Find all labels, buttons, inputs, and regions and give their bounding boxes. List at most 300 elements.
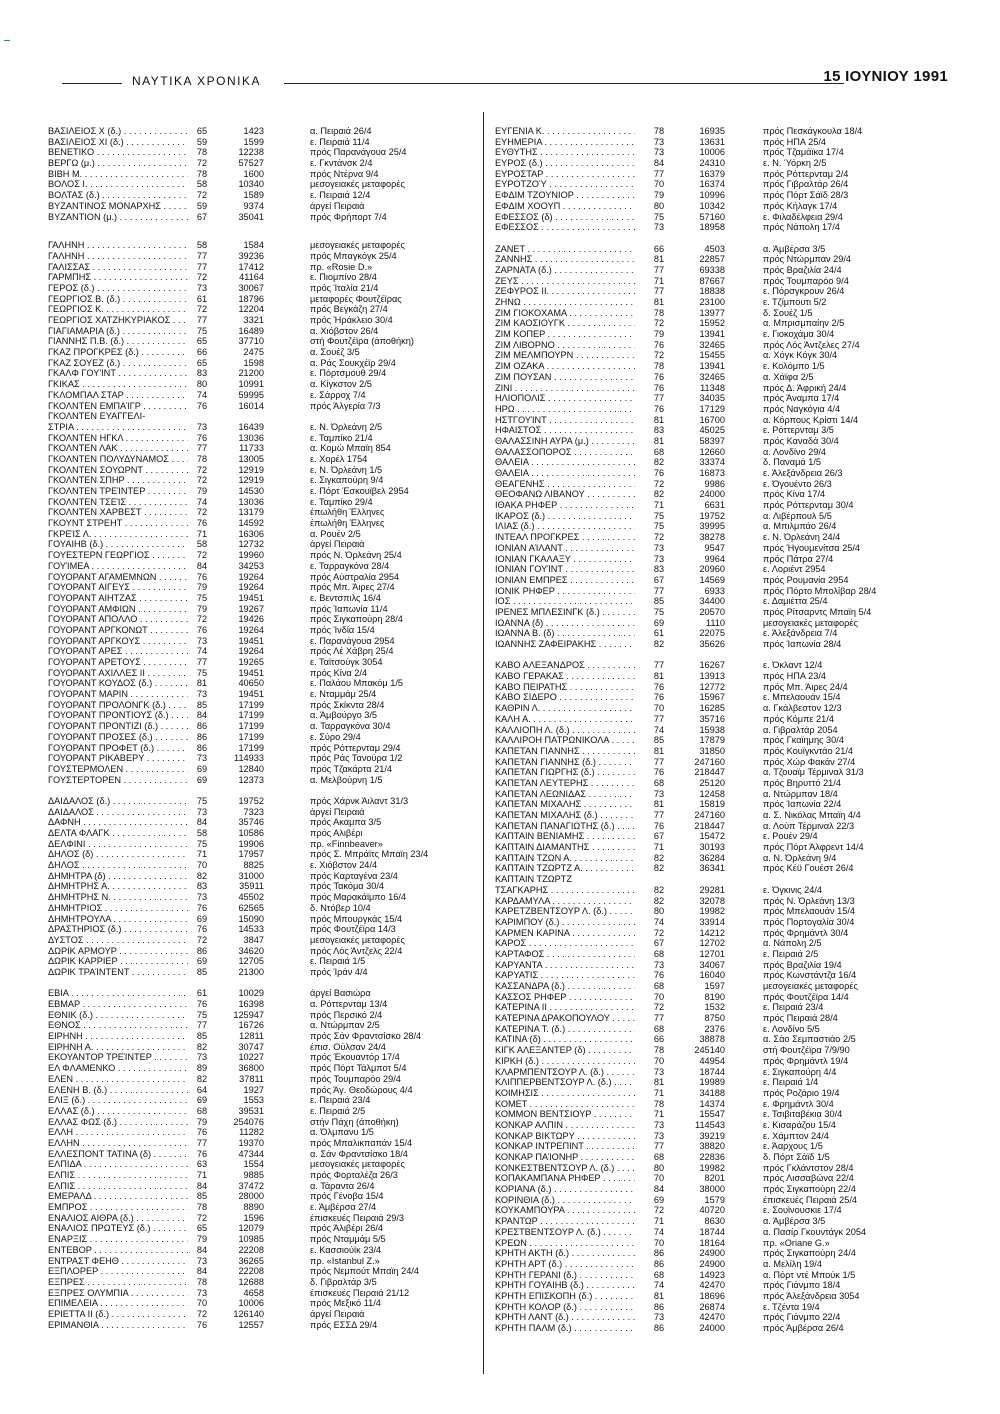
build-year: 76 xyxy=(653,403,665,414)
tonnage: 12772 xyxy=(699,681,725,692)
ship-name: ΕΛΠΙΔΑ . . . xyxy=(48,1159,188,1170)
ship-row xyxy=(495,1184,965,1195)
status: άργεί Πειραιά xyxy=(310,806,365,817)
ship-row xyxy=(495,735,965,746)
ship-name: ΙΛΙΑΣ (δ.) . . . xyxy=(495,521,635,532)
status: ε. Ρόττερνταμ 3/5 xyxy=(763,425,834,436)
status: α. Άμβούργο 3/5 xyxy=(310,710,378,721)
status: πρός Σιγκαπούρη 28/4 xyxy=(310,614,403,625)
ship-row xyxy=(495,1270,965,1281)
ship-name: ΒΑΣΙΛΕΙΟΣ Χ (δ.) . . . xyxy=(48,126,188,137)
status: άργεί Βασιώρα xyxy=(310,988,371,999)
build-year: 72 xyxy=(196,272,208,283)
build-year: 75 xyxy=(196,838,208,849)
tonnage: 19264 xyxy=(238,571,264,582)
tonnage: 10985 xyxy=(238,1234,264,1245)
ship-name: ΙΟΝΙΑΝ ΓΚΑΛΑΞΥ . . . xyxy=(495,554,635,565)
ship-row xyxy=(48,999,483,1010)
ship-row xyxy=(48,1181,483,1192)
status: άργεί Πειραιά xyxy=(310,1308,365,1319)
ship-row xyxy=(495,468,965,479)
ship-row xyxy=(495,1216,965,1227)
ship-name: ΔΕΛΦΙΝΙ . . . xyxy=(48,839,188,850)
tonnage: 12840 xyxy=(238,763,264,774)
tonnage: 10029 xyxy=(238,988,264,999)
tonnage: 15967 xyxy=(699,692,725,703)
tonnage: 22208 xyxy=(238,1266,264,1277)
status: ε. Βεντσπιλς 16/4 xyxy=(310,592,381,603)
tonnage: 14530 xyxy=(238,486,264,496)
status: πρός Κίνα 17/4 xyxy=(763,489,826,500)
ship-row xyxy=(495,714,965,725)
status: ε. Ν. Όρλεάνη 2/5 xyxy=(310,421,383,432)
tonnage: 21300 xyxy=(238,966,264,977)
tonnage: 18744 xyxy=(699,1066,725,1077)
status: α. Κόρπους Κρίστι 14/4 xyxy=(763,414,859,425)
build-year: 82 xyxy=(653,863,665,874)
status: πρός Αύστραλία 2954 xyxy=(310,571,400,582)
ship-row xyxy=(48,1127,483,1138)
build-year: 61 xyxy=(196,988,208,999)
ship-name: ΓΟΥΊΜΕΑ . . . xyxy=(48,561,188,572)
status: ε. Πόρτσμουθ 29/4 xyxy=(310,368,387,379)
status: α. Άμβέρσα 3/5 xyxy=(763,1216,826,1227)
status: πρός Νάπολη 17/4 xyxy=(763,222,840,233)
status: πρός Μπουργκάς 15/4 xyxy=(310,913,403,924)
build-year: 59 xyxy=(196,200,208,211)
tonnage: 32465 xyxy=(699,371,725,382)
tonnage: 16935 xyxy=(699,126,725,136)
status: πρός Ροζάριο 19/4 xyxy=(763,1087,840,1098)
ship-name: ΚΟΝΚΑΡ ΑΛΠΙΝ . . . xyxy=(495,1120,635,1131)
build-year: 75 xyxy=(653,510,665,521)
build-year: 58 xyxy=(196,828,208,838)
ship-row xyxy=(495,1195,965,1206)
tonnage: 13036 xyxy=(238,496,264,507)
tonnage: 23100 xyxy=(699,297,725,307)
ship-name: ΔΑΦΝΗ . . . xyxy=(48,817,188,828)
build-year: 85 xyxy=(196,1191,208,1202)
ship-name: ΚΑΠΕΤΑΝ ΓΙΑΝΝΗΣ (δ.) . . . xyxy=(495,757,635,768)
status: πρός Παρανάγουα 25/4 xyxy=(310,147,407,158)
ship-row xyxy=(495,137,965,148)
status: ε. Δαμιέττα 25/4 xyxy=(763,596,828,607)
ship-name: ΕΛΙΞ (δ.) . . . xyxy=(48,1095,188,1106)
ship-row xyxy=(495,682,965,693)
tonnage: 1600 xyxy=(243,168,264,179)
tonnage: 247160 xyxy=(694,810,725,820)
build-year: 72 xyxy=(196,475,208,486)
build-year: 72 xyxy=(653,1205,665,1216)
build-year: 70 xyxy=(653,1055,665,1066)
tonnage: 45502 xyxy=(238,892,264,903)
ship-row xyxy=(48,1095,483,1106)
ship-name: ΓΟΥΟΡΑΝΤ ΠΡΟΝΤΙΟΥΣ (δ.) . . . xyxy=(48,710,188,721)
ship-group xyxy=(48,240,483,785)
ship-row xyxy=(48,636,483,647)
ship-name: ΓΙΑΓΙΑΜΑΡΙΑ (δ.) . . . xyxy=(48,326,188,337)
tonnage: 28000 xyxy=(238,1191,264,1202)
ship-row xyxy=(48,1213,483,1224)
tonnage: 12204 xyxy=(238,304,264,315)
status: πρός Βραζιλία 24/4 xyxy=(763,264,842,275)
ship-name: ΖΑΡΝΑΤΑ (δ.) . . . xyxy=(495,265,635,276)
build-year: 82 xyxy=(196,1041,208,1052)
ship-name: ΚΑΛΛΙΡΟΗ ΠΑΤΡΩΝΙΚΟΛΑ . . . xyxy=(495,735,635,746)
ship-row xyxy=(48,379,483,390)
ship-name: ΚΙΓΚ ΑΛΕΞΑΝΤΕΡ (δ) . . . xyxy=(495,1045,635,1056)
ship-name: ΖΙΜ ΟΖΑΚΑ . . . xyxy=(495,361,635,372)
build-year: 66 xyxy=(196,347,208,358)
tonnage: 31000 xyxy=(238,870,264,881)
ship-row xyxy=(495,778,965,789)
tonnage: 16489 xyxy=(238,325,264,336)
status: πρός Ντέρνα 9/4 xyxy=(310,168,379,179)
status: πρός Μεξικό 11/4 xyxy=(310,1298,381,1309)
tonnage: 20570 xyxy=(699,606,725,617)
status: πρός Ακαμπα 3/5 xyxy=(310,817,382,828)
ship-name: ΚΑΠΤΑΙΝ ΔΙΑΜΑΝΤΗΣ . . . xyxy=(495,842,635,853)
ship-row xyxy=(48,201,483,212)
status: πρός Βεγκάζη 27/4 xyxy=(310,304,388,315)
status: πρός Λέ Χάβρη 25/4 xyxy=(310,646,394,657)
build-year: 69 xyxy=(196,774,208,785)
ship-row xyxy=(48,678,483,689)
page-header xyxy=(62,68,948,98)
ship-name: ΚΑΠΕΤΑΝ ΜΙΧΑΛΗΣ (δ.) . . . xyxy=(495,810,635,821)
ship-row xyxy=(48,700,483,711)
status: πρός Σκίκντα 28/4 xyxy=(310,699,385,710)
build-year: 68 xyxy=(653,446,665,457)
ship-row xyxy=(495,917,965,928)
tonnage: 19264 xyxy=(238,646,264,657)
tonnage: 39219 xyxy=(699,1130,725,1141)
status: πρός Φρημάντλ 19/4 xyxy=(763,1055,849,1066)
ship-name: ΙΚΑΡΟΣ (δ.) . . . xyxy=(495,511,635,522)
ship-name: ΚΡΑΝΤΩΡ . . . xyxy=(495,1216,635,1227)
ship-group xyxy=(495,126,965,233)
left-column xyxy=(48,126,483,1341)
ship-row xyxy=(495,575,965,586)
ship-row xyxy=(48,358,483,369)
status: πρός Πεσκάγκουλα 18/4 xyxy=(763,126,863,136)
ship-name: ΚΑΠΤΑΙΝ ΤΖΩΡΤΖ xyxy=(495,874,572,885)
ship-name: ΕΝΑΛΙΟΣ ΑΙΘΡΑ (δ.) . . . xyxy=(48,1213,188,1224)
ship-name: ΒΥΖΑΝΤΙΟΝ (μ.) . . . xyxy=(48,212,188,223)
ship-name: ΚΑΡΥΑΤΙΣ . . . xyxy=(495,970,635,981)
build-year: 85 xyxy=(196,966,208,977)
build-year: 78 xyxy=(653,1045,665,1056)
status: πρός Ρόττερνταμ 30/4 xyxy=(763,500,854,511)
ship-row xyxy=(495,1024,965,1035)
ship-name: ΓΟΥΟΡΑΝΤ ΑΙΗΤΖΑΣ . . . xyxy=(48,593,188,604)
status: έπωλήθη Έλληνες xyxy=(310,518,385,529)
ship-name: ΓΟΥΟΡΑΝΤ ΑΡΓΚΟΝΩΤ . . . xyxy=(48,625,188,636)
tonnage: 10340 xyxy=(238,179,264,190)
ship-name: ΔΕΛΤΑ ΦΛΑΓΚ . . . xyxy=(48,828,188,839)
build-year: 84 xyxy=(196,710,208,721)
status: ε. Πειραιά 23/4 xyxy=(310,1095,371,1106)
ship-row xyxy=(495,896,965,907)
ship-row xyxy=(495,254,965,265)
build-year: 75 xyxy=(653,521,665,532)
status: α. Ντώρμπαν 18/4 xyxy=(763,788,838,799)
build-year: 77 xyxy=(653,1013,665,1024)
tonnage: 16439 xyxy=(238,421,264,432)
ship-name: ΚΑΒΟ ΣΙΔΕΡΟ . . . xyxy=(495,692,635,703)
ship-name: ΔΑΙΔΑΛΟΣ (δ.) . . . xyxy=(48,796,188,807)
ship-row xyxy=(48,1223,483,1234)
build-year: 86 xyxy=(196,721,208,732)
tonnage: 35626 xyxy=(699,639,725,649)
ship-name: ΙΩΑΝΝΗΣ ΖΑΦΕΙΡΑΚΗΣ . . . xyxy=(495,639,635,650)
ship-name: ΓΚΟΛΝΤΕΝ ΤΣΕΊΣ . . . xyxy=(48,497,188,508)
tonnage: 36800 xyxy=(238,1063,264,1074)
ship-row xyxy=(48,1245,483,1256)
tonnage: 4658 xyxy=(243,1287,264,1298)
ship-name: ΓΟΥΟΡΑΝΤ ΑΡΕΣ . . . xyxy=(48,646,188,657)
ship-row xyxy=(495,500,965,511)
ship-name: ΚΑΤΕΡΙΝΑ Τ. (δ.) . . . xyxy=(495,1024,635,1035)
ship-name: ΚΟΙΜΗΣΙΣ . . . xyxy=(495,1088,635,1099)
status: πρ. «Finnbeaver» xyxy=(310,838,383,849)
tonnage: 1423 xyxy=(243,126,264,136)
ship-row xyxy=(495,1109,965,1120)
tonnage: 33374 xyxy=(699,457,725,468)
status: δ. Γιβραλτάρ 3/5 xyxy=(310,1276,377,1287)
tonnage: 13977 xyxy=(699,307,725,318)
ship-row xyxy=(48,347,483,358)
build-year: 81 xyxy=(653,254,665,265)
ship-row xyxy=(495,1056,965,1067)
tonnage: 19264 xyxy=(238,624,264,635)
build-year: 64 xyxy=(196,1084,208,1095)
build-year: 78 xyxy=(653,361,665,372)
ship-name: ΖΗΝΩ . . . xyxy=(495,297,635,308)
ship-name: ΓΚΟΛΝΤΕΝ ΧΑΡΒΕΣΤ . . . xyxy=(48,507,188,518)
build-year: 67 xyxy=(196,211,208,222)
tonnage: 16379 xyxy=(699,168,725,179)
ship-row xyxy=(48,849,483,860)
ship-name: ΔΑΙΔΑΛΟΣ . . . xyxy=(48,807,188,818)
ship-row xyxy=(495,318,965,329)
build-year: 74 xyxy=(196,389,208,400)
ship-name: ΚΑΒΟ ΑΛΕΞΑΝΔΡΟΣ . . . xyxy=(495,660,635,671)
tonnage: 17199 xyxy=(238,710,264,721)
tonnage: 1579 xyxy=(704,1194,725,1205)
status: πρός Μπαγκόγκ 25/4 xyxy=(310,250,397,261)
tonnage: 19451 xyxy=(238,635,264,646)
tonnage: 35716 xyxy=(699,713,725,724)
ship-row xyxy=(495,222,965,233)
status: δ. Πόρτ Σάϊδ 1/5 xyxy=(763,1152,830,1162)
status: πρός Μαρακάϊμπο 16/4 xyxy=(310,892,407,903)
ship-name: ΚΡΗΤΗ ΛΑΝΤ (δ.) . . . xyxy=(495,1312,635,1323)
build-year: 69 xyxy=(196,913,208,924)
status: πρός Ναγκόγια 4/4 xyxy=(763,403,841,414)
tonnage: 41164 xyxy=(239,272,264,283)
build-year: 81 xyxy=(653,745,665,756)
ship-row xyxy=(495,607,965,618)
ship-row xyxy=(495,169,965,180)
ship-row xyxy=(495,1291,965,1302)
status: μεσογειακές μεταφορές xyxy=(310,934,405,945)
status: πρός Ίαπωνία 11/4 xyxy=(310,603,388,614)
ship-row xyxy=(48,454,483,465)
ship-row xyxy=(495,1141,965,1152)
ship-row xyxy=(48,582,483,593)
status: ε. Γκντάνσκ 2/4 xyxy=(310,158,373,169)
tonnage: 3847 xyxy=(243,934,264,945)
ship-name: ΔΡΑΣΤΗΡΙΟΣ (δ.) . . . xyxy=(48,924,188,935)
build-year: 83 xyxy=(653,425,665,436)
ship-row xyxy=(48,860,483,871)
status: πρός Ράς Τανούρα 1/2 xyxy=(310,753,403,764)
build-year: 81 xyxy=(653,799,665,810)
issue-date: 15 ΙΟΥΝΙΟΥ 1991 xyxy=(823,68,948,85)
tonnage: 8750 xyxy=(704,1013,725,1024)
ship-name: ΙΘΑΚΑ ΡΗΦΕΡ . . . xyxy=(495,500,635,511)
ship-name: ΕΞΠΡΕΣ . . . xyxy=(48,1277,188,1288)
status: μεσογειακές μεταφορές xyxy=(310,1159,405,1170)
build-year: 69 xyxy=(196,1095,208,1106)
build-year: 82 xyxy=(653,457,665,468)
build-year: 81 xyxy=(653,1077,665,1088)
status: πρός Άναμπα 17/4 xyxy=(763,393,840,404)
ship-row xyxy=(495,415,965,426)
publication-title: ΝΑΥΤΙΚΑ ΧΡΟΝΙΚΑ xyxy=(132,74,261,88)
tonnage: 10006 xyxy=(699,147,725,158)
status: πρός Ίαπωνία 28/4 xyxy=(763,639,842,649)
build-year: 72 xyxy=(653,478,665,489)
tonnage: 8201 xyxy=(704,1173,725,1184)
status: μεσογειακές μεταφορές xyxy=(310,179,405,190)
tonnage: 16014 xyxy=(238,400,264,411)
ship-row xyxy=(495,329,965,340)
ship-name: ΖΑΝΕΤ . . . xyxy=(495,244,635,255)
ship-row xyxy=(495,831,965,842)
build-year: 70 xyxy=(653,179,665,190)
tonnage: 9374 xyxy=(243,200,264,211)
status: πρός Άμβέρσα 26/4 xyxy=(763,1323,844,1333)
build-year: 65 xyxy=(196,126,208,136)
tonnage: 17199 xyxy=(238,731,264,742)
status: ε. Κασσιούϊκ 23/4 xyxy=(310,1244,382,1255)
ship-name: ΓΟΥΟΡΑΝΤ ΑΡΕΤΟΥΣ . . . xyxy=(48,657,188,668)
build-year: 75 xyxy=(196,325,208,336)
tonnage: 35911 xyxy=(239,881,264,892)
build-year: 76 xyxy=(196,902,208,913)
ship-row xyxy=(48,1170,483,1181)
build-year: 69 xyxy=(196,956,208,967)
ship-name: ΕΒΙΑ . . . xyxy=(48,988,188,999)
ship-row xyxy=(495,885,965,896)
tonnage: 22208 xyxy=(238,1244,264,1255)
build-year: 81 xyxy=(196,678,208,689)
ship-row xyxy=(495,393,965,404)
tonnage: 38000 xyxy=(699,1184,725,1195)
ship-name: ΓΟΥΟΡΑΝΤ ΑΓΑΜΕΜΝΩΝ . . . xyxy=(48,572,188,583)
ship-row xyxy=(495,1323,965,1334)
tonnage: 1110 xyxy=(705,617,725,628)
tonnage: 34400 xyxy=(699,596,725,607)
ship-name: ΔΗΜΗΤΡΟΥΛΑ . . . xyxy=(48,914,188,925)
status: ε. Ν. Όρλεάνη 24/4 xyxy=(763,532,841,543)
ship-name: ΚΑΡΥΑΝΤΑ . . . xyxy=(495,960,635,971)
ship-row xyxy=(495,1312,965,1323)
status: α. Μπιλμπάο 26/4 xyxy=(763,521,837,532)
status: μεσογειακές μεταφορές xyxy=(763,981,858,991)
ship-name: ΚΑΠΤΑΙΝ ΒΕΝΙΑΜΗΣ . . . xyxy=(495,831,635,842)
ship-row xyxy=(48,839,483,850)
status: α. Ντώρμπαν 2/5 xyxy=(310,1020,380,1031)
ship-name: ΒΟΛΤΑΣ (δ.) . . . xyxy=(48,190,188,201)
tonnage: 19264 xyxy=(238,582,264,593)
status: μεταφορές Φουτζέϊρας xyxy=(310,293,402,304)
tonnage: 17412 xyxy=(238,261,264,272)
tonnage: 10227 xyxy=(238,1052,264,1063)
build-year: 73 xyxy=(196,806,208,817)
status: ε. Άλεξάνδρεια 7/4 xyxy=(763,628,838,639)
tonnage: 12811 xyxy=(239,1031,264,1042)
build-year: 79 xyxy=(653,190,665,201)
ship-row xyxy=(495,554,965,565)
build-year: 78 xyxy=(196,168,208,179)
build-year: 78 xyxy=(196,1276,208,1287)
ship-row xyxy=(48,518,483,529)
build-year: 72 xyxy=(653,350,665,361)
status: ε. Λοριέντ 2954 xyxy=(763,564,826,575)
ship-row xyxy=(495,564,965,575)
tonnage: 24000 xyxy=(699,489,725,500)
tonnage: 18164 xyxy=(699,1237,725,1248)
tonnage: 22075 xyxy=(699,628,725,639)
status: πρός Έκουαντόρ 17/4 xyxy=(310,1052,400,1063)
build-year: 86 xyxy=(653,1248,665,1259)
ship-row xyxy=(48,903,483,914)
status: πρός Ίνδία 15/4 xyxy=(310,624,375,635)
ship-row xyxy=(48,881,483,892)
ship-name: ΚΟΥΚΑΜΠΟΥΡΑ . . . xyxy=(495,1205,635,1216)
ship-row xyxy=(48,743,483,754)
build-year: 76 xyxy=(196,432,208,443)
ship-name: ΖΙΜ ΛΙΒΟΡΝΟ . . . xyxy=(495,340,635,351)
tonnage: 35041 xyxy=(238,211,264,222)
ship-name: ΒΟΛΟΣ Ι. . . . xyxy=(48,179,188,190)
ship-row xyxy=(48,1042,483,1053)
ship-name: ΔΩΡΙΚ ΚΑΡΡΙΕΡ . . . xyxy=(48,956,188,967)
ship-row xyxy=(48,1256,483,1267)
ship-row xyxy=(495,1045,965,1056)
ship-row xyxy=(48,646,483,657)
ship-row xyxy=(495,1227,965,1238)
build-year: 79 xyxy=(196,582,208,593)
ship-name: ΓΟΥΑΙΗΒ (δ.) . . . xyxy=(48,539,188,550)
build-year: 81 xyxy=(653,297,665,307)
build-year: 77 xyxy=(653,713,665,724)
ship-name: ΓΚΟΛΝΤΕΝ ΕΜΠΑΊΓΡ . . . xyxy=(48,401,188,412)
ship-row xyxy=(48,1234,483,1245)
ship-row xyxy=(495,799,965,810)
tonnage: 24900 xyxy=(699,1258,725,1269)
tonnage: 17879 xyxy=(699,735,725,746)
ship-name: ΕΥΡΟΣΤΑΡ . . . xyxy=(495,169,635,180)
ship-row xyxy=(48,304,483,315)
tonnage: 254076 xyxy=(233,1116,264,1127)
tonnage: 13631 xyxy=(699,136,725,147)
build-year: 82 xyxy=(653,489,665,500)
ship-name: ΔΩΡΙΚ ΑΡΜΟΥΡ . . . xyxy=(48,946,188,957)
